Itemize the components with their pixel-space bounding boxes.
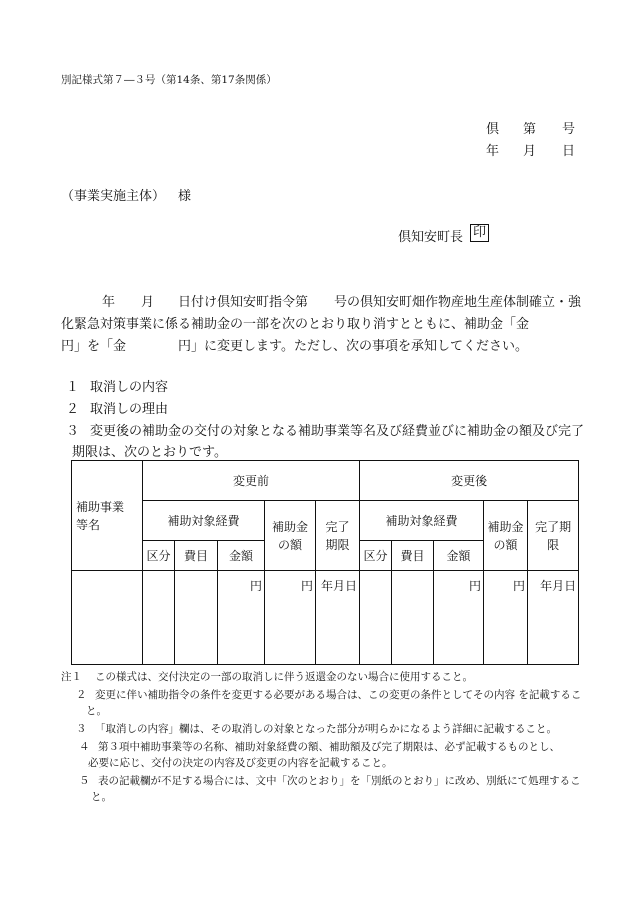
date-year: 年 xyxy=(486,144,500,159)
project-name-cell xyxy=(72,571,143,665)
after-cost-item-header: 費目 xyxy=(392,541,434,571)
issuer-seal: 印 xyxy=(470,224,489,242)
note-4-number: ４ xyxy=(79,741,90,753)
note-2-continuation: と。 xyxy=(86,705,107,717)
note-5-number: ５ xyxy=(79,775,90,787)
item-2-text: 取消しの理由 xyxy=(90,402,169,417)
after-subsidy-target-header: 補助対象経費 xyxy=(360,501,484,541)
doc-number-dai: 第 xyxy=(523,122,537,137)
after-division-header: 区分 xyxy=(360,541,392,571)
before-header: 変更前 xyxy=(143,461,360,501)
addressee-honorific: 様 xyxy=(178,189,192,204)
note-2-text: 変更に伴い補助指令の条件を変更する必要がある場合は、この変更の条件としてその内容 を記載するこ xyxy=(95,689,582,701)
body-line1-month: 月 xyxy=(141,295,155,310)
item-3-number: ３ xyxy=(66,424,80,439)
addressee-name: （事業実施主体） xyxy=(61,189,166,204)
before-amount-header: 金額 xyxy=(218,541,265,571)
item-1-number: １ xyxy=(66,380,80,395)
before-subsidy-amount-header: 補助金の額 xyxy=(265,501,316,571)
issuer-title: 倶知安町長 xyxy=(398,230,464,245)
after-header: 変更後 xyxy=(360,461,579,501)
project-name-header: 補助事業等名 xyxy=(72,461,143,571)
note-4-continuation: 必要に応じ、交付の決定の内容及び変更の内容を記載すること。 xyxy=(88,757,393,769)
note-2-number: ２ xyxy=(76,689,87,701)
note-1-number: 注１ xyxy=(61,671,82,683)
item-2-number: ２ xyxy=(66,402,80,417)
body-line3: 円」を「金 円」に変更します。ただし、次の事項を承知してください。 xyxy=(61,339,528,354)
date-month: 月 xyxy=(523,144,537,159)
doc-number-prefix: 倶 xyxy=(486,122,500,137)
after-completion-header: 完了期限 xyxy=(528,501,579,571)
after-cost-item-cell xyxy=(392,571,434,665)
before-division-header: 区分 xyxy=(143,541,175,571)
note-3-text: 「取消しの内容」欄は、その取消しの対象となった部分が明らかになるよう詳細に記載すること。 xyxy=(95,723,557,735)
note-5-continuation: と。 xyxy=(91,791,112,803)
note-4-text: 第３項中補助事業等の名称、補助対象経費の額、補助額及び完了期限は、必ず記載するものとし、 xyxy=(98,741,560,753)
after-subsidy-amount-header: 補助金の額 xyxy=(484,501,528,571)
date-day: 日 xyxy=(562,144,576,159)
before-cost-item-header: 費目 xyxy=(175,541,218,571)
change-table xyxy=(71,460,579,665)
before-cost-item-cell xyxy=(175,571,218,665)
body-line1-year: 年 xyxy=(102,295,116,310)
before-subsidy-cell: 円 xyxy=(265,571,316,665)
item-3-continuation: 期限は、次のとおりです。 xyxy=(72,445,227,460)
note-3-number: ３ xyxy=(76,723,87,735)
body-line1-text: 日付け倶知安町指令第 号の倶知安町畑作物産地生産体制確立・強 xyxy=(178,295,582,310)
after-amount-cell: 円 xyxy=(434,571,484,665)
body-line2: 化緊急対策事業に係る補助金の一部を次のとおり取り消すとともに、補助金「金 xyxy=(61,317,530,332)
doc-number-go: 号 xyxy=(562,122,576,137)
after-subsidy-cell: 円 xyxy=(484,571,528,665)
note-1-text: この様式は、交付決定の一部の取消しに伴う返還金のない場合に使用すること。 xyxy=(95,671,473,683)
before-amount-cell: 円 xyxy=(218,571,265,665)
before-division-cell xyxy=(143,571,175,665)
after-amount-header: 金額 xyxy=(434,541,484,571)
before-completion-header: 完了期限 xyxy=(316,501,360,571)
note-5-text: 表の記載欄が不足する場合には、文中「次のとおり」を「別紙のとおり」に改め、別紙にて処理するこ xyxy=(98,775,581,787)
after-division-cell xyxy=(360,571,392,665)
form-id: 別記様式第７―３号（第14条、第17条関係） xyxy=(61,74,277,86)
before-subsidy-target-header: 補助対象経費 xyxy=(143,501,265,541)
after-completion-cell: 年月日 xyxy=(528,571,579,665)
item-1-text: 取消しの内容 xyxy=(90,380,169,395)
item-3-text: 変更後の補助金の交付の対象となる補助事業等名及び経費並びに補助金の額及び完了 xyxy=(90,424,585,439)
before-completion-cell: 年月日 xyxy=(316,571,360,665)
